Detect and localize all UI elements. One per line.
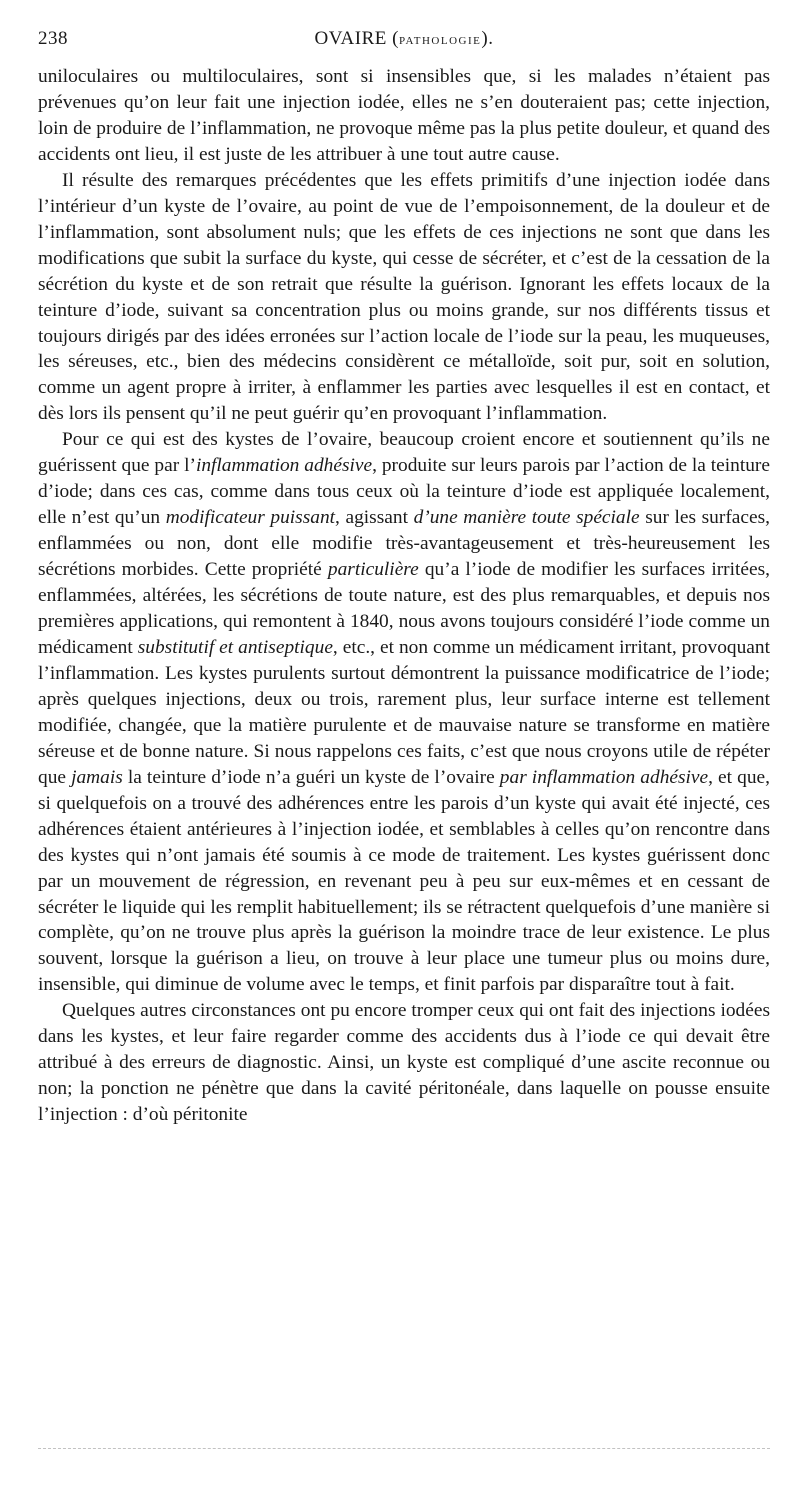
page-header [38, 28, 770, 58]
text-run: la teinture d’iode n’a guéri un kyste de l’ovaire [122, 766, 500, 788]
text-run: , et que, si quelquefois on a trouvé des adhérences entre les parois d’un kyste qui avait été injecté, ces adhérences étaient antérieures à l’injection iodée, et semblables à celles qu’on rencontre dans des kystes qui n’ont jamais été soumis à ce mode de traitement. Les kystes guérissent donc par un mouvement de régression, en revenant peu à peu sur eux-mêmes et en cessant de sécréter le liquide qui les remplit habituellement; ils se rétractent quelquefois d’une manière si complète, qu’on ne trouve plus après la guérison la moindre trace de leur existence. Le plus souvent, lorsque la guérison a lieu, on trouve à leur place une tumeur plus ou moins dure, insensible, qui diminue de volume avec le temps, et finit parfois par disparaître tout à fait. [38, 766, 770, 996]
footer-rule [38, 1448, 770, 1449]
text-run: uniloculaires ou multiloculaires, sont si insensibles que, si les malades n’étaient pas prévenues qu’on leur fait une injection iodée, elles ne s’en douteraient pas; cette injection, loin de produire de l’inflammation, ne provoque même pas la plus petite douleur, et quand des accidents ont lieu, il est juste de les attribuer à une tout autre cause. [38, 66, 770, 165]
running-head [38, 28, 770, 50]
italic-text: particulière [327, 559, 419, 581]
body-text [38, 64, 770, 1128]
text-run: Quelques autres circonstances ont pu encore tromper ceux qui ont fait des injections iodées dans les kystes, et leur faire regarder comme des accidents dus à l’iode ce qui devait être attribué à des erreurs de diagnostic. Ainsi, un kyste est compliqué d’une ascite reconnue ou non; la ponction ne pénètre que dans la cavité péritonéale, dans laquelle on pousse ensuite l’injection : d’où péritonite [38, 1000, 770, 1126]
italic-text: inflammation adhésive [195, 455, 373, 477]
text-run: , agissant [335, 507, 414, 529]
page-number: 238 [38, 28, 68, 49]
italic-text: jamais [71, 766, 123, 788]
text-run: Il résulte des remarques précédentes que les effets primitifs d’une injection iodée dans l’intérieur d’un kyste de l’ovaire, au point de vue de l’empoisonnement, de la douleur et de l’inflammation, sont absolument nuls; que les effets de ces injections ne sont que dans les modifications que subit la surface du kyste, qui cesse de sécréter, et c’est de la cessation de la sécrétion du kyste et de son retrait que résulte la guérison. Ignorant les effets locaux de la teinture d’iode, suivant sa concentration plus ou moins grande, sur nos différents tissus et toujours dirigés par des idées erronées sur l’action locale de l’iode sur la peau, les muqueuses, les séreuses, etc., bien des médecins considèrent ce métalloïde, soit pur, soit en solution, comme un agent propre à irriter, à enflammer les parties avec lesquelles il est en contact, et dès lors ils pensent qu’il ne peut guérir qu’en provoquant l’inflammation. [38, 169, 770, 425]
text-run: sur les surfaces, enflammées ou non, dont elle modifie très-avantageusement et très-heureusement les sécrétions morbides. Cette propriété [38, 507, 771, 581]
page [38, 28, 770, 1128]
text-run: , etc., et non comme un médicament irritant, provoquant l’inflammation. Les kystes purulents surtout démontrent la puissance modificatrice de l’iode; après quelques injections, deux ou trois, rarement plus, leur surface interne est tellement modifiée, changée, que la matière purulente et de mauvaise nature se transforme en matière séreuse et de bonne nature. Si nous rappelons ces faits, c’est que nous croyons utile de répéter que [38, 636, 770, 788]
paragraph-2 [38, 168, 770, 428]
text-run: , produite sur leurs parois par l’action de la teinture d’iode; dans ces cas, comme dans tous ceux où la teinture d’iode est appliquée localement, elle n’est qu’un [38, 455, 770, 529]
running-head-main: OVAIRE ( [314, 28, 399, 49]
text-run: Pour ce qui est des kystes de l’ovaire, beaucoup croient encore et soutiennent qu’ils ne guérissent que par l’ [38, 429, 770, 477]
italic-text: substitutif et antiseptique [137, 636, 333, 658]
italic-text: modificateur puissant [165, 507, 336, 529]
paragraph-4 [38, 998, 770, 1128]
italic-text: d’une manière toute spéciale [413, 507, 640, 529]
paragraph-1 [38, 64, 770, 168]
italic-text: par inflammation adhésive [499, 766, 709, 788]
text-run: qu’a l’iode de modifier les surfaces irritées, enflammées, altérées, les sécrétions de toute nature, est des plus remarquables, et depuis nos premières applications, qui remontent à 1840, nous avons toujours considéré l’iode comme un médicament [38, 559, 770, 658]
paragraph-3 [38, 427, 770, 998]
running-head-small-caps: pathologie [398, 32, 482, 48]
running-head-end: ). [481, 28, 494, 49]
